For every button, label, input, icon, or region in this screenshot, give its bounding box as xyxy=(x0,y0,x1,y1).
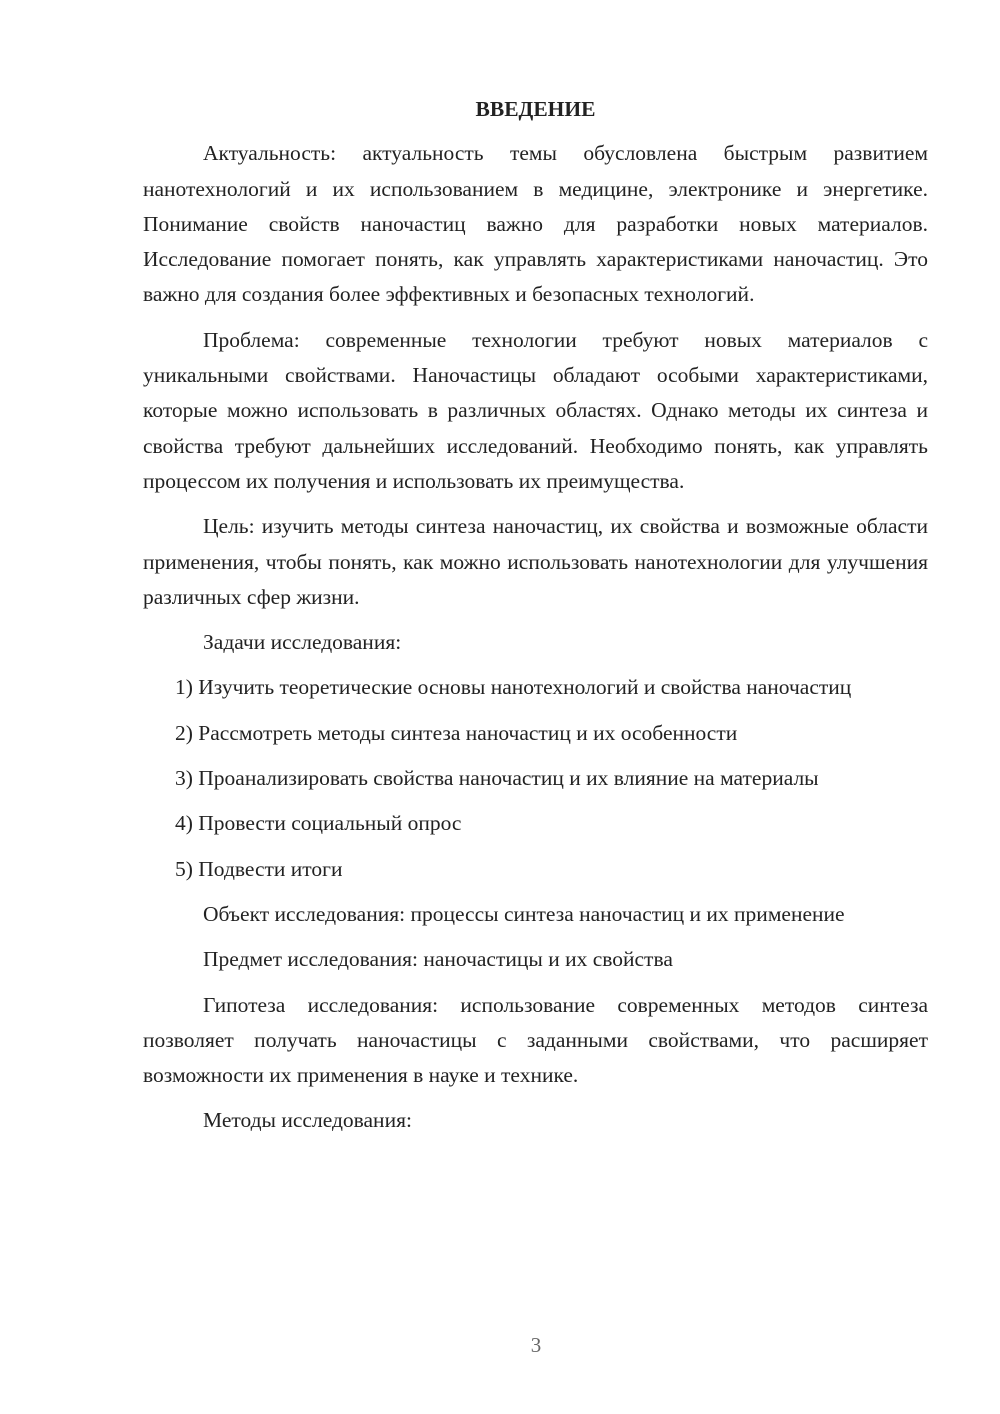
paragraph-relevance: Актуальность: актуальность темы обусловлена быстрым развитием нанотехнологий и их использованием в медицине, электронике и энергетике. Понимание свойств наночастиц важно для разработки новых материалов. Исследование помогает понять, как управлять характеристиками наночастиц. Это важно для создания более эффективных и безопасных технологий. xyxy=(143,141,928,307)
task-item-4: 4) Провести социальный опрос xyxy=(175,811,462,836)
document-page xyxy=(143,92,928,1149)
task-item-2: 2) Рассмотреть методы синтеза наночастиц и их особенности xyxy=(175,720,738,745)
paragraph-goal: Цель: изучить методы синтеза наночастиц, их свойства и возможные области применения, чтобы понять, как можно использовать нанотехнологии для улучшения различных сфер жизни. xyxy=(143,514,928,609)
paragraph-hypothesis: Гипотеза исследования: использование современных методов синтеза позволяет получать наночастицы с заданными свойствами, что расширяет возможности их применения в науке и технике. xyxy=(143,992,928,1088)
paragraph-object: Объект исследования: процессы синтеза наночастиц и их применение xyxy=(203,901,845,926)
task-item-5: 5) Подвести итоги xyxy=(175,856,343,881)
task-item-1: 1) Изучить теоретические основы нанотехнологий и свойства наночастиц xyxy=(175,675,852,700)
paragraph-problem: Проблема: современные технологии требуют новых материалов с уникальными свойствами. Наночастицы обладают особыми характеристиками, которые можно использовать в различных областях. Однако методы их синтеза и свойства требуют дальнейших исследований. Необходимо понять, как управлять процессом их получения и использовать их преимущества. xyxy=(143,327,928,493)
task-item-3: 3) Проанализировать свойства наночастиц и их влияние на материалы xyxy=(175,766,819,791)
section-title: ВВЕДЕНИЕ xyxy=(475,97,596,121)
paragraph-subject: Предмет исследования: наночастицы и их свойства xyxy=(203,947,673,972)
page-number: 3 xyxy=(530,1333,542,1357)
paragraph-tasks-heading: Задачи исследования: xyxy=(203,630,402,655)
task-list xyxy=(143,670,928,886)
paragraph-methods-heading: Методы исследования: xyxy=(203,1108,412,1133)
